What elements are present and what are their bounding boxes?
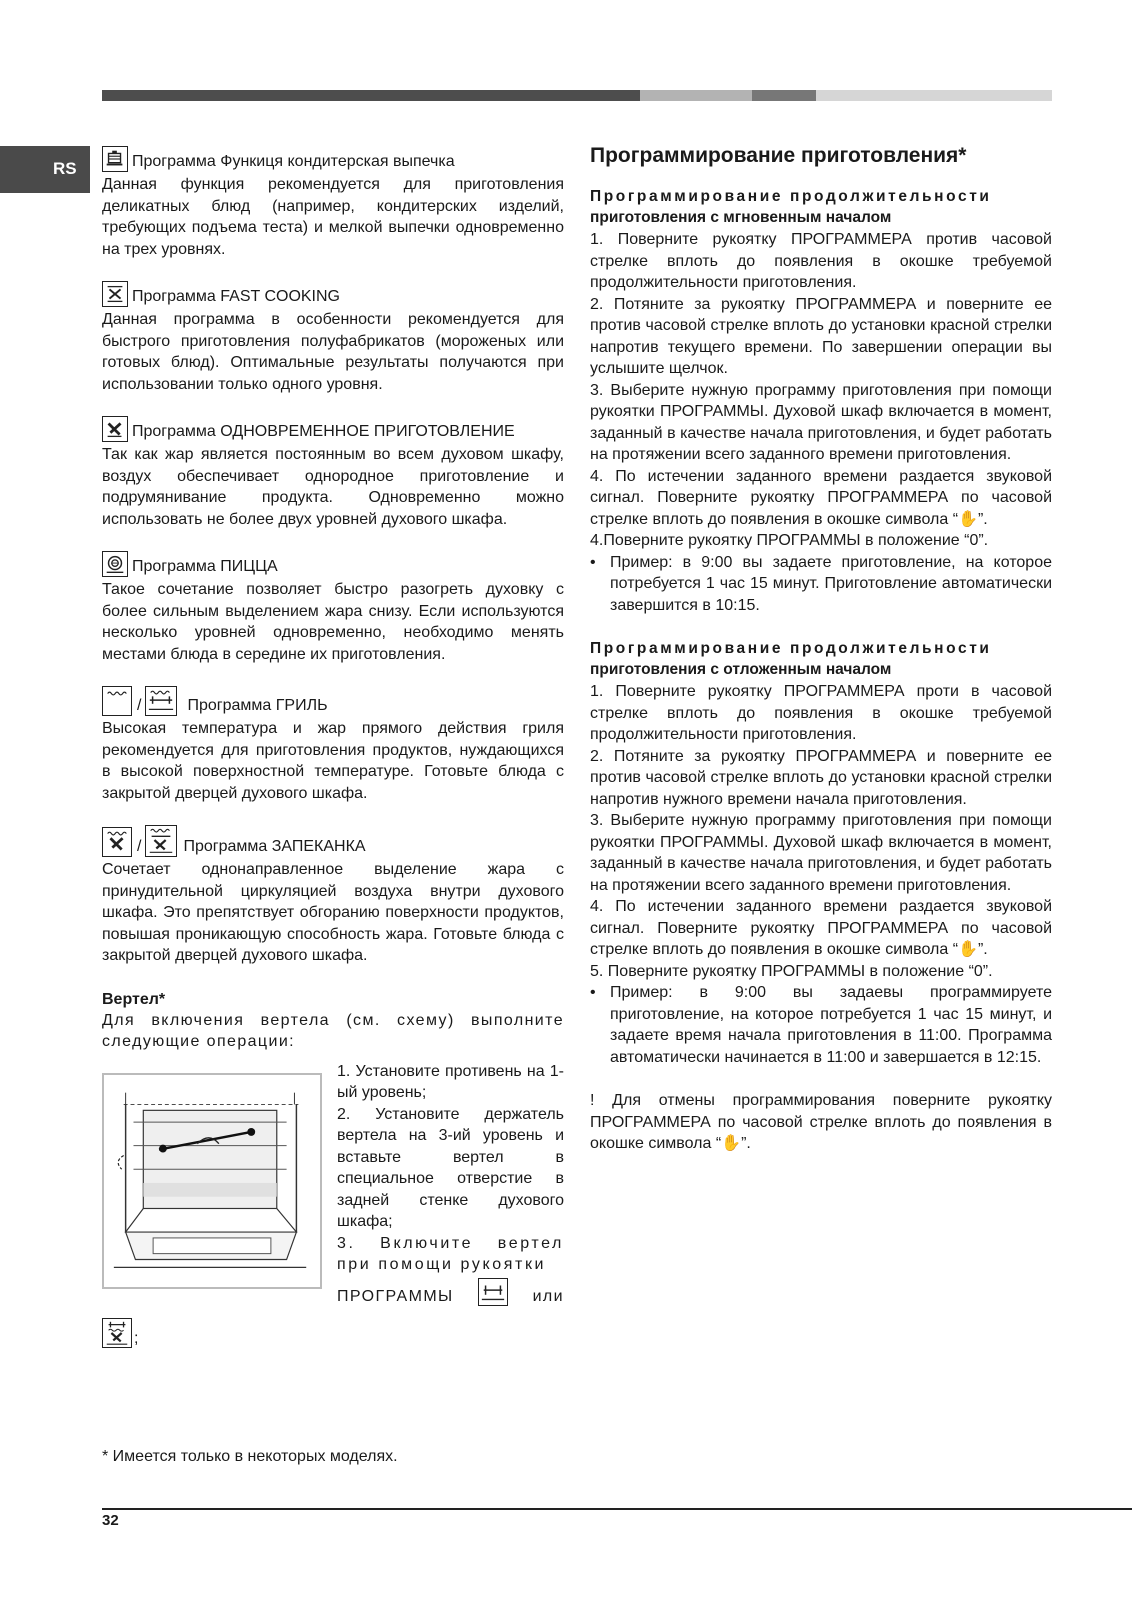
- spit-section: [102, 989, 564, 1348]
- fast-cooking-icon: [102, 281, 128, 307]
- bottom-rule: [102, 1508, 1132, 1510]
- oven-spit-diagram: [102, 1073, 322, 1289]
- instruction-step: 4. По истечении заданного времени раздается звуковой сигнал. Поверните рукоятку ПРОГРАММЕРА по часовой стрелке вплоть до появления в окошке символа “✋”.: [590, 898, 1052, 958]
- instruction-step: 4.Поверните рукоятку ПРОГРАММЫ в положение “0”.: [590, 532, 989, 549]
- spit-step-1: 1. Установите противень на 1-ый уровень;: [337, 1062, 564, 1101]
- example-text: Пример: в 9:00 вы задаете приготовление, на которое потребуется 1 час 15 минут. Приготовление автоматически завершится в 10:15.: [610, 553, 1052, 614]
- subheading-line-2: приготовления с отложенным началом: [590, 661, 892, 678]
- spit-step-3-word: ПРОГРАММЫ: [337, 1287, 454, 1305]
- spit-title: Вертел*: [102, 990, 166, 1008]
- instruction-step: 1. Поверните рукоятку ПРОГРАММЕРА против часовой стрелке вплоть до появления в окошке требуемой продолжительности приготовления.: [590, 231, 1052, 291]
- instruction-step: 1. Поверните рукоятку ПРОГРАММЕРА проти в часовой стрелке вплоть до появления в окошке требуемой продолжительности приготовления.: [590, 683, 1052, 743]
- subheading-line-1: Программирование продолжительности: [590, 640, 992, 657]
- instruction-step: 4. По истечении заданного времени раздается звуковой сигнал. Поверните рукоятку ПРОГРАММЕРА по часовой стрелке вплоть до появления в окошке символа “✋”.: [590, 467, 1052, 528]
- program-title: Программа ЗАПЕКАНКА: [183, 838, 366, 855]
- instruction-step: 3. Выберите нужную программу приготовления при помощи рукоятки ПРОГРАММЫ. Духовой шкаф включается в момент, заданный в качестве начала приготовления, и будет работать на протяжении всего заданного времени приготовления.: [590, 812, 1052, 894]
- footnote: * Имеется только в некоторых моделях.: [102, 1448, 398, 1465]
- grill-spit-icon: [145, 686, 177, 716]
- subheading-line-1: Программирование продолжительности: [590, 188, 992, 205]
- program-grill: [102, 686, 564, 804]
- instruction-step: 2. Потяните за рукоятку ПРОГРАММЕРА и поверните ее против часовой стрелке вплоть до установки красной стрелки напротив нужного времени начала приготовления.: [590, 747, 1052, 808]
- icon-separator: /: [137, 697, 142, 714]
- program-pizza: [102, 551, 564, 665]
- program-description: Так как жар является постоянным во всем духовом шкафу, воздух обеспечивает однородное приготовление и подрумянивание продукта. Одновременно можно использовать не более двух уровней духового шкафа.: [102, 446, 564, 528]
- spit-step-3-or: или: [532, 1287, 564, 1305]
- program-description: Данная функция рекомендуется для приготовления деликатных блюд (например, кондитерских изделий, требующих подъема теста) и мелкой выпечки одновременно на трех уровнях.: [102, 176, 564, 258]
- section-heading: Программирование приготовления*: [590, 144, 967, 167]
- instruction-step: 3. Выберите нужную программу приготовления при помощи рукоятки ПРОГРАММЫ. Духовой шкаф включается в момент, заданный в качестве начала приготовления, и будет работать на протяжении всего заданного времени приготовления.: [590, 381, 1052, 463]
- program-title: Программа FAST COOKING: [132, 288, 340, 305]
- instruction-step: 2. Потяните за рукоятку ПРОГРАММЕРА и поверните ее против часовой стрелке вплоть до установки красной стрелки напротив текущего времени. По завершении операции вы услышите щелчок.: [590, 295, 1052, 377]
- program-multicooking: [102, 416, 564, 530]
- left-column: [102, 146, 564, 1348]
- gratin-spit-icon: [145, 825, 177, 857]
- cancel-note: ! Для отмены программирования поверните рукоятку ПРОГРАММЕРА по часовой стрелке вплоть до появления в окошке символа “✋”.: [590, 1092, 1052, 1152]
- page-number: 32: [102, 1512, 119, 1529]
- bullet-dot: •: [590, 984, 596, 1001]
- example-text: Пример: в 9:00 вы задаевы программируете приготовление, на которое потребуется 1 час 15 минут, и задаете время начала приготовления в 11:00. Программа автоматически начинается в 11:00 и завершается в 12:15.: [610, 984, 1052, 1066]
- spit-intro: Для включения вертела (см. схему) выполните следующие операции:: [102, 1011, 564, 1050]
- instant-start-section: [590, 186, 1052, 616]
- pizza-icon: [102, 551, 128, 577]
- spit-step-3: 3. Включите вертел при помощи рукоятки: [337, 1234, 564, 1273]
- program-description: Сочетает однонаправленное выделение жара с принудительной циркуляцией воздуха внутри духового шкафа. Это препятствует обгоранию поверхности продуктов, повышая проникающую способность жара. Готовьте блюда с закрытой дверцей духового шкафа.: [102, 861, 564, 964]
- program-title: Программа ПИЦЦА: [132, 558, 278, 575]
- right-column: [590, 140, 1052, 1155]
- subheading-line-2: приготовления с мгновенным началом: [590, 209, 892, 226]
- program-description: Такое сочетание позволяет быстро разогреть духовку с более сильным выделением жара снизу. Если используются несколько уровней одновременно, необходимо менять местами блюда в середине их приготовления.: [102, 581, 564, 663]
- program-gratin: [102, 825, 564, 967]
- program-title: Программа ОДНОВРЕМЕННОЕ ПРИГОТОВЛЕНИЕ: [132, 423, 515, 440]
- instruction-step: 5. Поверните рукоятку ПРОГРАММЫ в положение “0”.: [590, 962, 993, 980]
- icon-separator: /: [137, 838, 142, 855]
- example-bullet: [590, 552, 1052, 617]
- language-tab: RS: [0, 146, 90, 193]
- spit-step-2: 2. Установите держатель вертела на 3-ий уровень и вставьте вертел в специальное отверстие в задней стенке духового шкафа;: [337, 1105, 564, 1230]
- spit-program-icon: [478, 1278, 508, 1306]
- spit-end: ;: [134, 1329, 139, 1347]
- program-fast-cooking: [102, 281, 564, 395]
- program-description: Данная программа в особенности рекомендуется для быстрого приготовления полуфабрикатов (мороженых или готовых блюд). Оптимальные результаты получаются при использовании только одного уровня.: [102, 311, 564, 393]
- top-color-bar: [102, 90, 1052, 101]
- spit-gratin-icon: [102, 1318, 132, 1348]
- bullet-dot: •: [590, 553, 596, 571]
- program-title: Программа ГРИЛЬ: [187, 697, 328, 714]
- pastry-icon: [102, 146, 128, 172]
- gratin-icon: [102, 827, 132, 857]
- example-bullet: [590, 982, 1052, 1068]
- program-description: Высокая температура и жар прямого действия гриля рекомендуется для приготовления продуктов, нуждающихся в высокой поверхностной температуре. Готовьте блюда с закрытой дверцей духового шкафа.: [102, 720, 564, 802]
- grill-icon: [102, 686, 132, 716]
- delayed-start-section: [590, 638, 1052, 1068]
- program-pastry: [102, 146, 564, 260]
- multicooking-icon: [102, 416, 128, 442]
- program-title: Программа Функиця кондитерская выпечка: [132, 153, 455, 170]
